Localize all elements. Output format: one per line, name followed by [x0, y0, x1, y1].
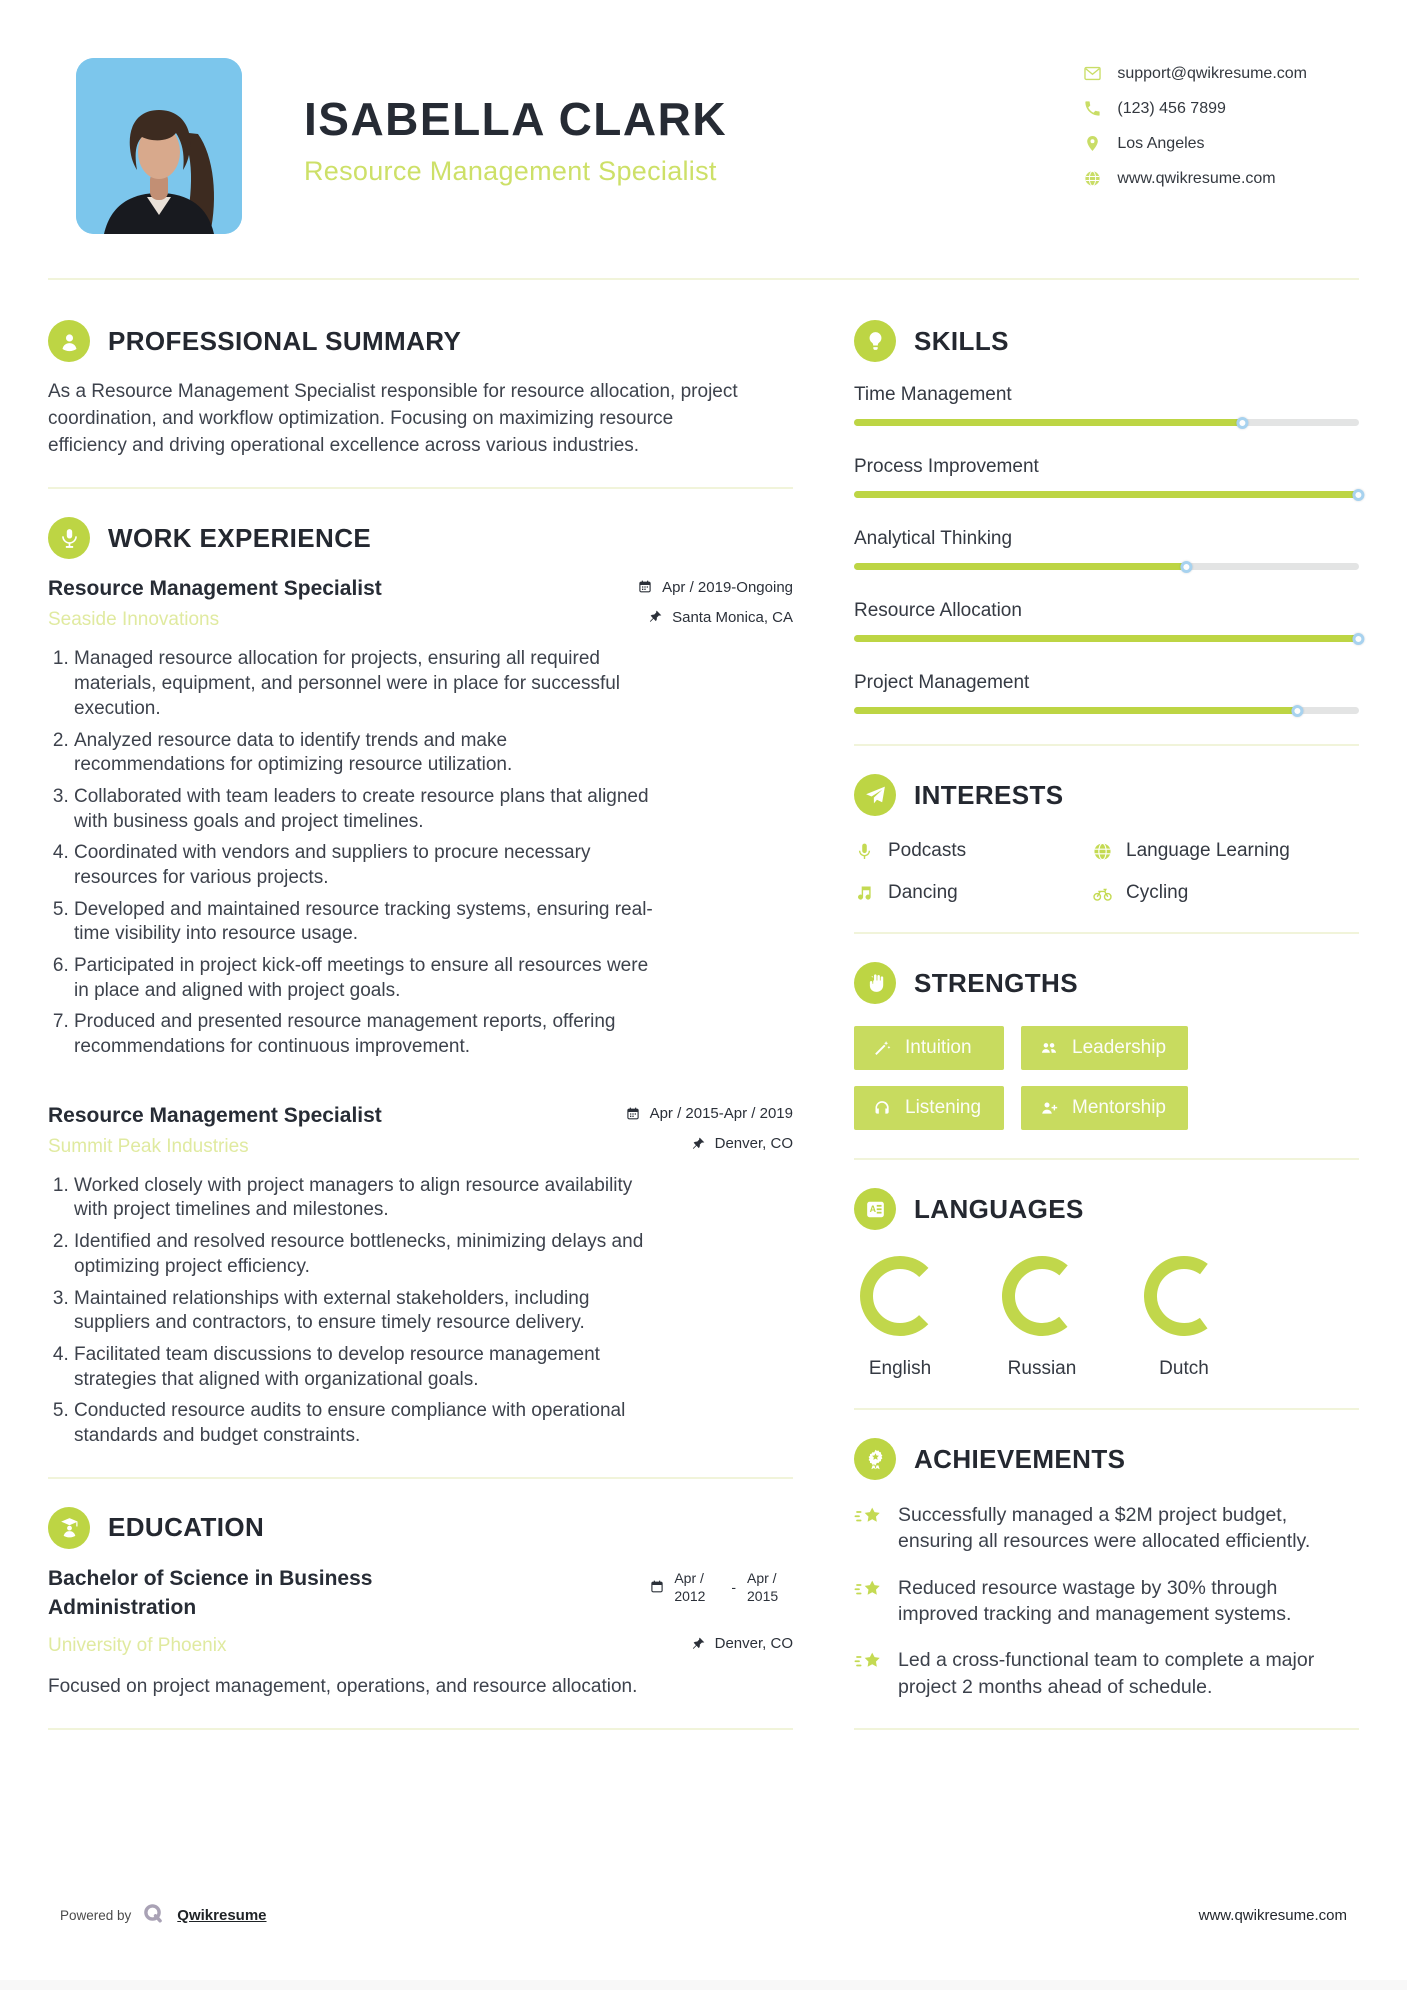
job-list: [48, 577, 793, 1448]
pushpin-icon: [690, 1136, 706, 1152]
powered-by-label: Powered by: [60, 1907, 132, 1923]
slider-knob[interactable]: [1181, 561, 1193, 573]
job-bullet: 6. Participated in project kick-off meetings to ensure all resources were in place and aligned with project goals.: [74, 954, 657, 1003]
section-achievements: [854, 1438, 1359, 1700]
strength-badge[interactable]: [1021, 1086, 1188, 1130]
fist-icon: [854, 962, 896, 1004]
skill-item: [854, 384, 1359, 426]
achievement-list: [854, 1502, 1359, 1700]
divider: [854, 1728, 1359, 1730]
contact-text: support@qwikresume.com: [1117, 64, 1307, 82]
section-heading: ACHIEVEMENTS: [914, 1443, 1126, 1474]
page-title: ISABELLA CLARK: [304, 93, 728, 145]
education-location-text: Denver, CO: [714, 1635, 793, 1653]
job-title-subtitle: Resource Management Specialist: [304, 156, 717, 186]
language-label: Dutch: [1159, 1358, 1209, 1379]
achievement-text: Successfully managed a $2M project budget, ensuring all resources were allocated efficiently.: [898, 1504, 1311, 1553]
section-languages: [854, 1188, 1359, 1380]
interest-item: [854, 882, 1092, 904]
strength-badge[interactable]: [1021, 1026, 1188, 1070]
strength-label: Mentorship: [1072, 1097, 1166, 1118]
interest-item: [1092, 840, 1359, 862]
education-location: [649, 1635, 793, 1652]
strength-label: Listening: [905, 1097, 982, 1118]
slider-fill: [854, 491, 1359, 498]
strength-badge[interactable]: [854, 1086, 1004, 1130]
magic-wand-icon: [872, 1038, 892, 1058]
section-heading: SKILLS: [914, 325, 1009, 356]
job-bullet: 2. Identified and resolved resource bottlenecks, minimizing delays and optimizing project efficiency.: [74, 1230, 657, 1279]
skill-list: [854, 384, 1359, 714]
achievement-item: [854, 1575, 1359, 1628]
microphone-icon: [854, 841, 875, 862]
interest-label: Dancing: [888, 882, 958, 903]
skill-label: Project Management: [854, 672, 1030, 693]
section-heading: LANGUAGES: [914, 1193, 1084, 1224]
skill-item: [854, 528, 1359, 570]
job-title: Resource Management Specialist: [48, 1103, 382, 1127]
job-bullet: 5. Conducted resource audits to ensure compliance with operational standards and budget constraints.: [74, 1399, 657, 1448]
section-work-experience: [48, 517, 793, 1448]
powered-by: [60, 1902, 267, 1928]
pushpin-icon: [690, 1636, 706, 1652]
section-strengths: [854, 962, 1359, 1130]
job-dates: [637, 579, 793, 596]
slider-fill: [854, 419, 1243, 426]
job-bullet: 3. Maintained relationships with external stakeholders, including suppliers and contractors, to ensure timely resource delivery.: [74, 1287, 657, 1336]
summary-text: As a Resource Management Specialist responsible for resource allocation, project coordination, and workflow optimization. Focusing on maximizing resource efficiency and driving operational excellence across various industries.: [48, 381, 738, 457]
language-item: [996, 1256, 1088, 1380]
section-education: [48, 1507, 793, 1700]
job-location-text: Denver, CO: [714, 1135, 793, 1153]
divider: [854, 744, 1359, 746]
svg-text:A: A: [869, 1203, 876, 1214]
slider-knob[interactable]: [1292, 705, 1304, 717]
skill-slider: [854, 635, 1359, 642]
slider-knob[interactable]: [1236, 417, 1248, 429]
skill-item: [854, 456, 1359, 498]
contact-text: Los Angeles: [1117, 134, 1205, 152]
job-bullet: 3. Collaborated with team leaders to create resource plans that aligned with business goals and project timelines.: [74, 785, 657, 834]
skill-item: [854, 600, 1359, 642]
calendar-icon: [637, 579, 653, 595]
language-ring: [1002, 1256, 1082, 1336]
skill-label: Time Management: [854, 384, 1012, 405]
shooting-star-icon: [854, 1504, 884, 1530]
language-list: [854, 1256, 1359, 1380]
interest-item: [854, 840, 1092, 862]
bottom-strip: [0, 1980, 1407, 1990]
slider-fill: [854, 563, 1187, 570]
section-heading: PROFESSIONAL SUMMARY: [108, 325, 462, 356]
contact-item: [1083, 134, 1307, 153]
avatar: [76, 58, 242, 234]
slider-knob[interactable]: [1352, 489, 1364, 501]
job-dates: [625, 1105, 793, 1122]
job-dates-text: Apr / 2019-Ongoing: [662, 578, 793, 596]
education-date-end: Apr / 2015: [747, 1569, 779, 1604]
translate-icon: [854, 1188, 896, 1230]
pushpin-icon: [647, 609, 663, 625]
profile-photo: [76, 58, 242, 234]
divider: [854, 1408, 1359, 1410]
section-skills: [854, 320, 1359, 714]
interest-list: [854, 840, 1359, 904]
slider-fill: [854, 707, 1298, 714]
qwikresume-link[interactable]: Qwikresume: [177, 1906, 267, 1924]
contact-text: (123) 456 7899: [1117, 99, 1226, 117]
language-ring: [860, 1256, 940, 1336]
job-bullet: 4. Facilitated team discussions to develop resource management strategies that aligned with organizational goals.: [74, 1343, 657, 1392]
interest-label: Cycling: [1126, 882, 1189, 903]
job-bullet: 5. Developed and maintained resource tracking systems, ensuring real-time visibility into resource usage.: [74, 898, 657, 947]
divider: [48, 1477, 793, 1479]
contact-item: [1083, 64, 1307, 83]
qwikresume-logo-icon: [141, 1902, 167, 1928]
language-item: [1138, 1256, 1230, 1380]
divider: [854, 932, 1359, 934]
skill-slider: [854, 419, 1359, 426]
slider-knob[interactable]: [1352, 633, 1364, 645]
divider: [48, 1728, 793, 1730]
interest-label: Language Learning: [1126, 840, 1290, 861]
lightbulb-icon: [854, 320, 896, 362]
phone-icon: [1083, 99, 1102, 118]
job-bullet: 2. Analyzed resource data to identify trends and make recommendations for optimizing resource utilization.: [74, 729, 657, 778]
footer: [60, 1902, 1347, 1928]
shooting-star-icon: [854, 1577, 884, 1603]
education-description: Focused on project management, operations, and resource allocation.: [48, 1675, 638, 1697]
achievement-text: Led a cross-functional team to complete a major project 2 months ahead of schedule.: [898, 1649, 1315, 1698]
language-icon: [1092, 841, 1113, 862]
section-heading: EDUCATION: [108, 1512, 265, 1543]
job-bullet-list: [52, 1174, 657, 1449]
job-title: Resource Management Specialist: [48, 577, 382, 601]
job-location-text: Santa Monica, CA: [672, 608, 793, 626]
email-icon: [1083, 64, 1102, 83]
job-location: [690, 1135, 793, 1152]
job-bullet: 1. Worked closely with project managers to align resource availability with project timelines and milestones.: [74, 1174, 657, 1223]
strength-list: [854, 1026, 1359, 1130]
bicycle-icon: [1092, 883, 1113, 904]
degree-title: Bachelor of Science in Business Administration: [48, 1566, 373, 1619]
job-bullet: 4. Coordinated with vendors and suppliers to procure necessary resources for various projects.: [74, 841, 657, 890]
contact-item: [1083, 99, 1307, 118]
shooting-star-icon: [854, 1649, 884, 1675]
job-dates-text: Apr / 2015-Apr / 2019: [649, 1105, 793, 1123]
website-link[interactable]: www.qwikresume.com: [1198, 1906, 1347, 1924]
job-bullet-list: [52, 647, 657, 1059]
job-entry: [48, 577, 793, 1059]
skill-label: Process Improvement: [854, 456, 1039, 477]
section-professional-summary: [48, 320, 793, 459]
slider-fill: [854, 635, 1359, 642]
microphone-stand-icon: [48, 517, 90, 559]
users-icon: [1039, 1038, 1059, 1058]
paper-plane-icon: [854, 774, 896, 816]
divider: [854, 1158, 1359, 1160]
achievement-item: [854, 1502, 1359, 1555]
divider: [48, 487, 793, 489]
left-column: [48, 320, 793, 1758]
section-heading: INTERESTS: [914, 779, 1064, 810]
company-name: Summit Peak Industries: [48, 1135, 249, 1157]
interest-label: Podcasts: [888, 840, 967, 861]
education-dates: Apr / 2012 - Apr / 2015: [649, 1569, 793, 1605]
language-label: English: [868, 1358, 932, 1379]
section-heading: WORK EXPERIENCE: [108, 522, 372, 553]
job-bullet: 7. Produced and presented resource management reports, offering recommendations for continuous improvement.: [74, 1010, 657, 1059]
skill-slider: [854, 707, 1359, 714]
graduate-icon: [48, 1507, 90, 1549]
skill-slider: [854, 491, 1359, 498]
right-column: [854, 320, 1359, 1758]
headphones-icon: [872, 1098, 892, 1118]
language-label: Russian: [1007, 1358, 1077, 1379]
job-location: [647, 609, 793, 626]
contact-list: [1083, 58, 1307, 204]
section-interests: [854, 774, 1359, 904]
skill-label: Resource Allocation: [854, 600, 1022, 621]
calendar-icon: [625, 1106, 641, 1122]
strength-label: Intuition: [905, 1037, 972, 1058]
skill-label: Analytical Thinking: [854, 528, 1013, 549]
company-name: Seaside Innovations: [48, 609, 220, 631]
medal-icon: [854, 1438, 896, 1480]
contact-item: [1083, 169, 1307, 188]
music-note-icon: [854, 883, 875, 904]
calendar-icon: [649, 1579, 665, 1595]
skill-item: [854, 672, 1359, 714]
strength-label: Leadership: [1072, 1037, 1167, 1058]
language-ring: [1144, 1256, 1224, 1336]
school-name: University of Phoenix: [48, 1634, 227, 1656]
user-plus-icon: [1039, 1098, 1059, 1118]
interest-item: [1092, 882, 1359, 904]
education-date-start: Apr / 2012: [674, 1569, 706, 1604]
strength-badge[interactable]: [854, 1026, 1004, 1070]
header: [48, 0, 1359, 280]
job-bullet: 1. Managed resource allocation for projects, ensuring all required materials, equipment, and personnel were in place for successful execution.: [74, 647, 657, 721]
achievement-item: [854, 1647, 1359, 1700]
language-item: [854, 1256, 946, 1380]
identity: [304, 58, 727, 187]
globe-icon: [1083, 169, 1102, 188]
person-icon: [48, 320, 90, 362]
contact-text: www.qwikresume.com: [1117, 169, 1276, 187]
achievement-text: Reduced resource wastage by 30% through improved tracking and management systems.: [898, 1576, 1292, 1625]
skill-slider: [854, 563, 1359, 570]
section-heading: STRENGTHS: [914, 967, 1078, 998]
location-icon: [1083, 134, 1102, 153]
job-entry: [48, 1104, 793, 1449]
